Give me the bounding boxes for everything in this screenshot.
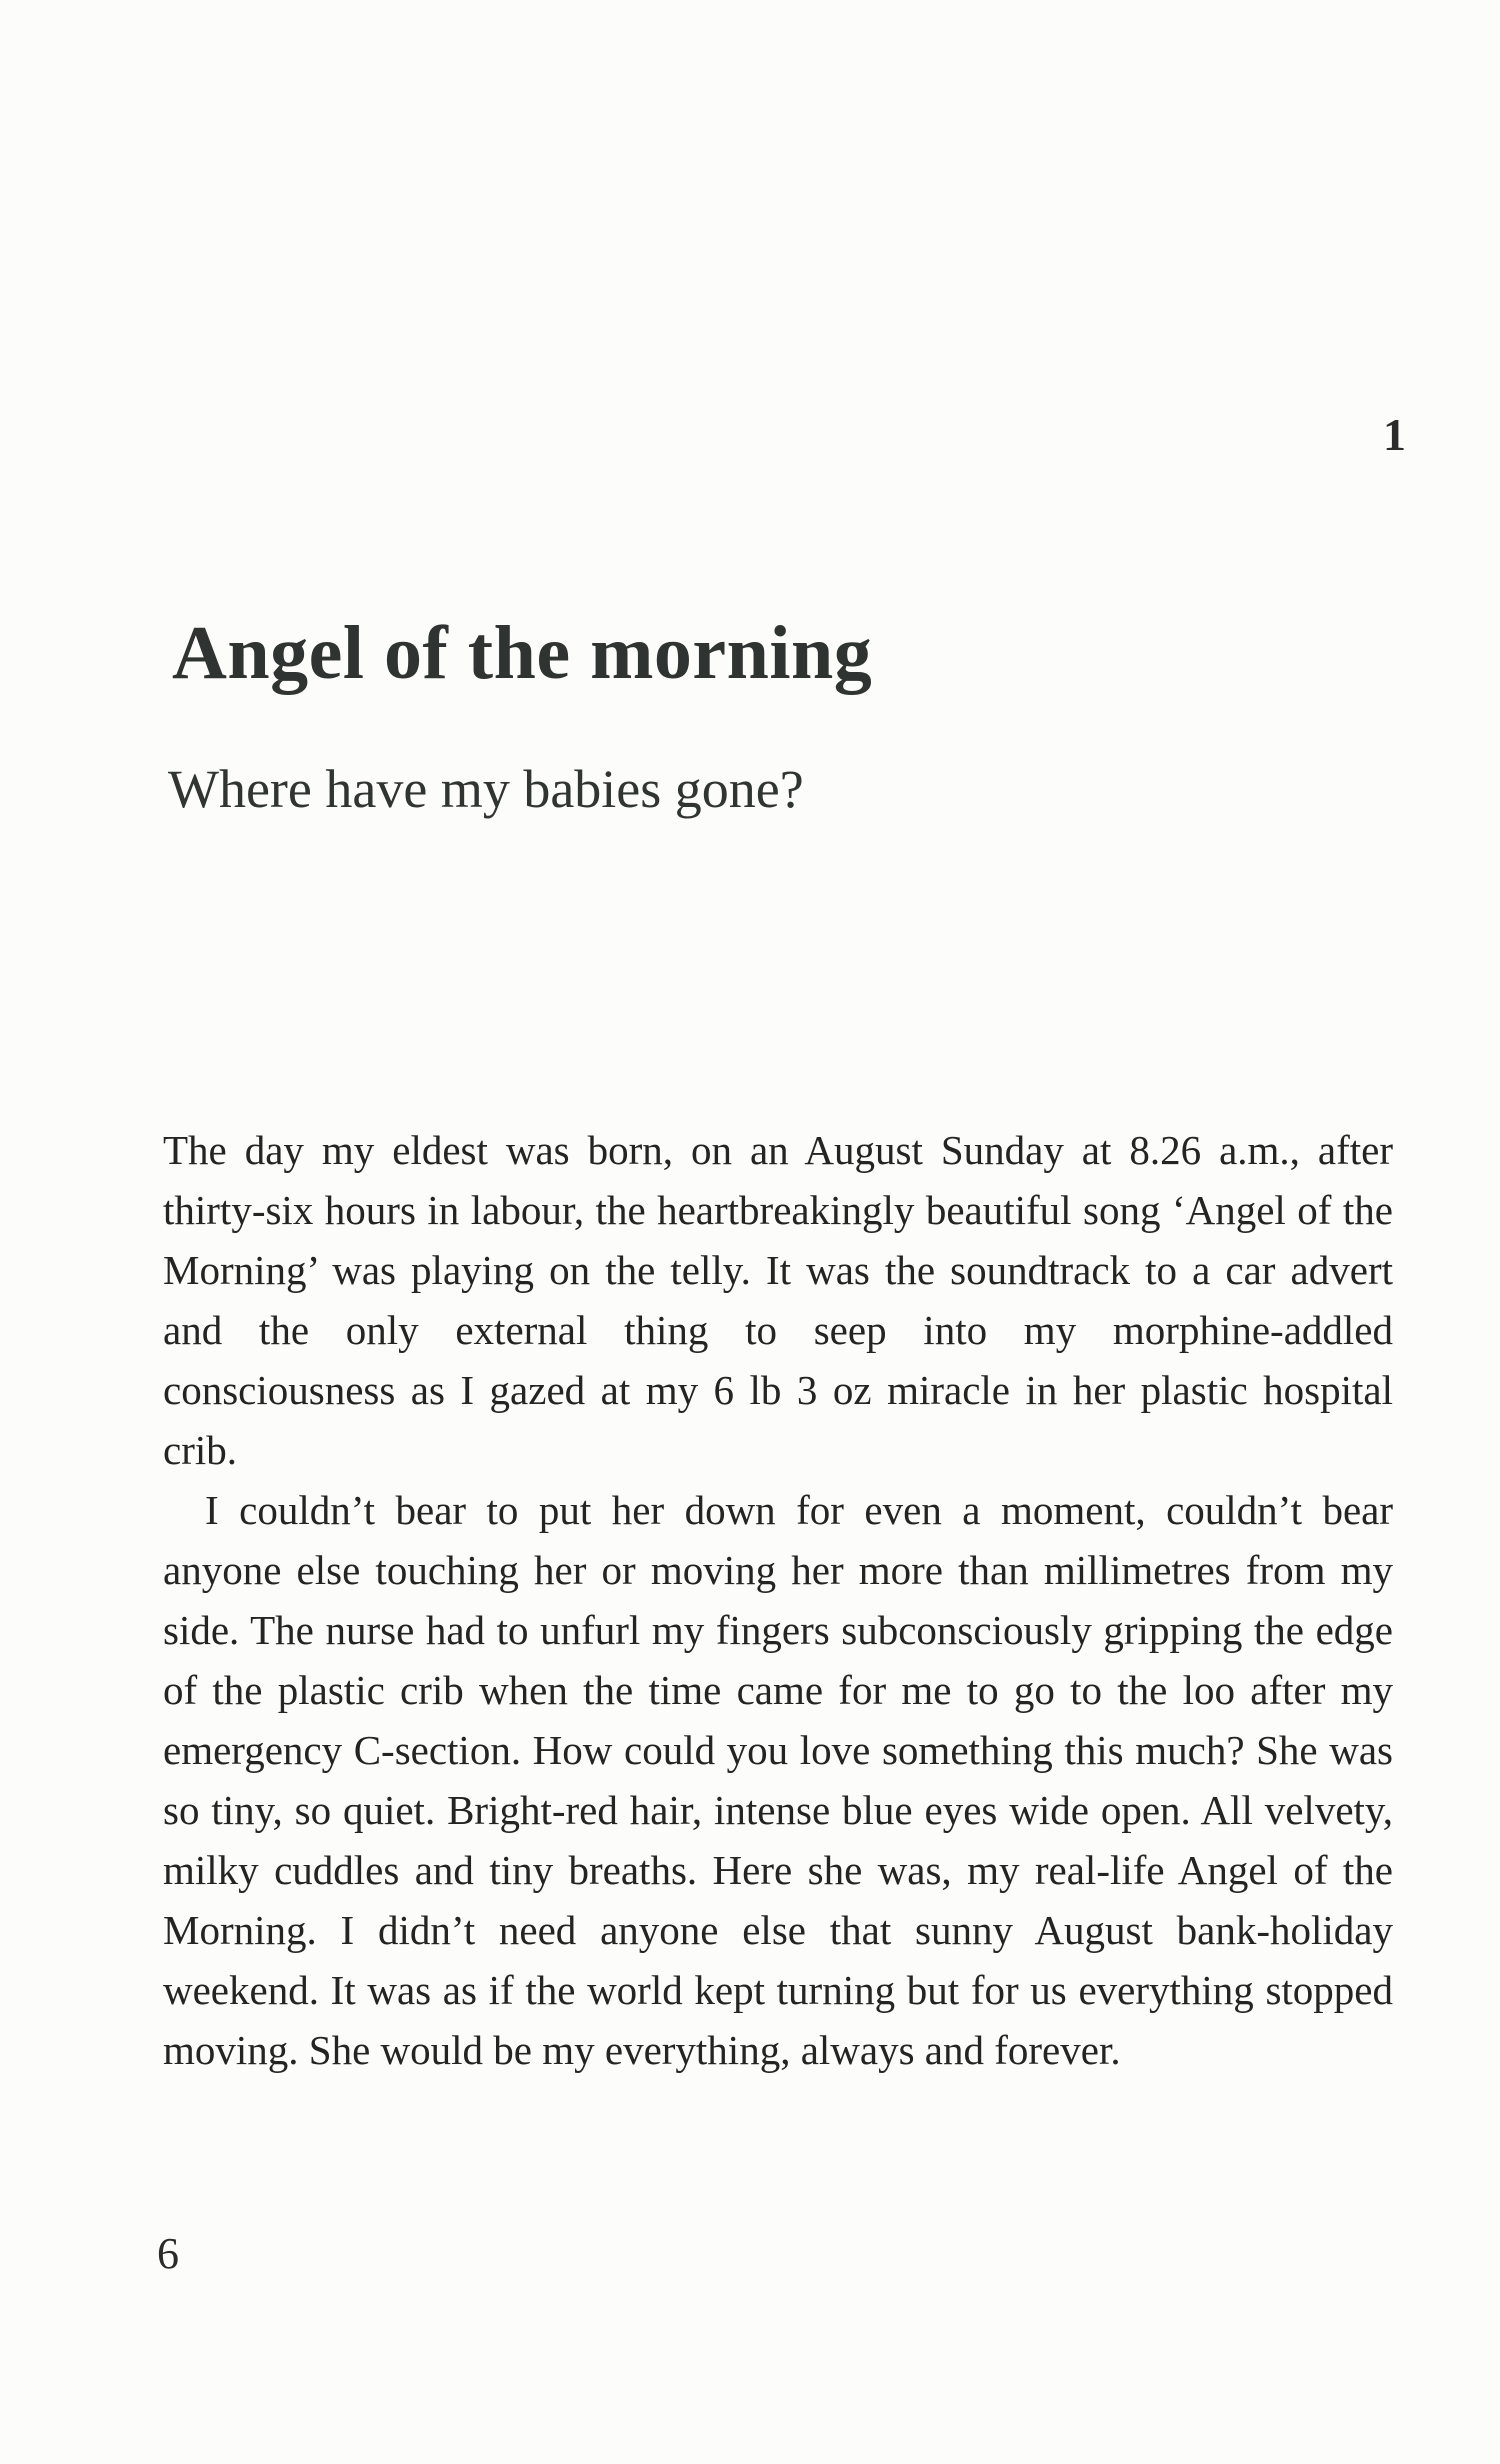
chapter-subtitle: Where have my babies gone?: [168, 759, 804, 819]
paragraph-1: The day my eldest was born, on an August Sunday at 8.26 a.m., after thirty-six hours in labour, the heartbreakingly beautiful song ‘Angel of the Morning’ was playing on the telly. It was the soundtrack to a car advert and the only external thing to seep into my morphine-addled consciousness as I gazed at my 6 lb 3 oz miracle in her plastic hospital crib.: [163, 1127, 1393, 1473]
page-number: 6: [157, 2229, 179, 2278]
chapter-number: 1: [1383, 409, 1406, 460]
body-text: [163, 1120, 1393, 2080]
chapter-title: Angel of the morning: [172, 611, 873, 695]
paragraph-2: I couldn’t bear to put her down for even a moment, couldn’t bear anyone else touching her or moving her more than millimetres from my side. The nurse had to unfurl my fingers subconsciously gripping the edge of the plastic crib when the time came for me to go to the loo after my emergency C-section. How could you love something this much? She was so tiny, so quiet. Bright-red hair, intense blue eyes wide open. All velvety, milky cuddles and tiny breaths. Here she was, my real-life Angel of the Morning. I didn’t need anyone else that sunny August bank-holiday weekend. It was as if the world kept turning but for us everything stopped moving. She would be my everything, always and forever.: [163, 1487, 1393, 2073]
